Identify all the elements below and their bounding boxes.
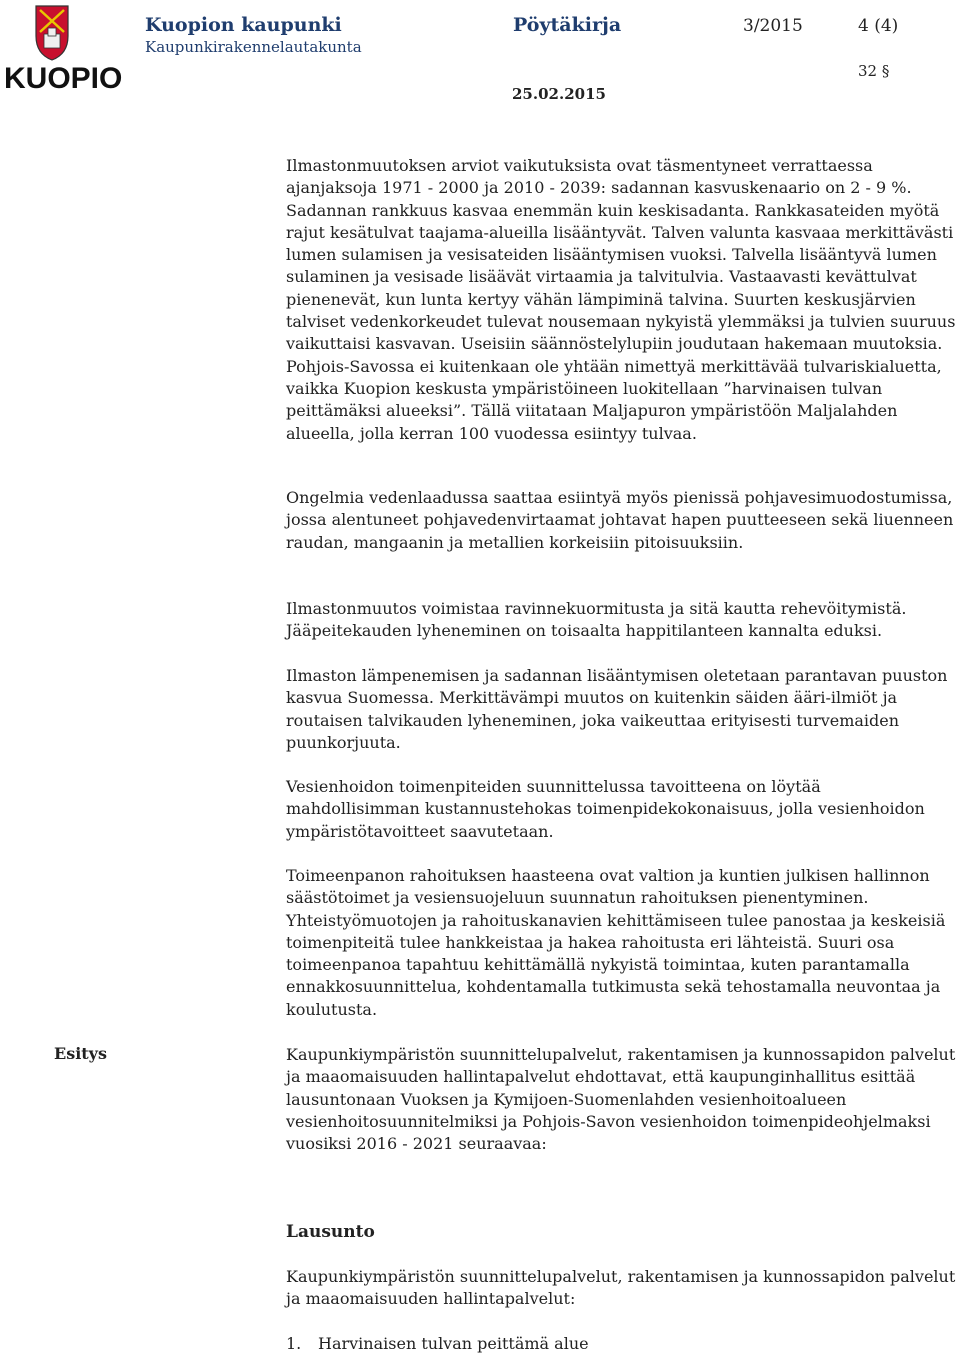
- lausunto-heading: Lausunto: [286, 1222, 375, 1242]
- document-type: Pöytäkirja: [513, 14, 622, 36]
- paragraph-water-quality: Ongelmia vedenlaadussa saattaa esiintyä myös pienissä pohjavesimuodostumissa, jossa alentuneet pohjavedenvirtaamat johtavat hapen puutteeseen sekä liuenneen raudan, mangaanin ja metallien korkeisiin pitoisuuksiin.: [286, 488, 954, 552]
- document-number: 3/2015: [743, 16, 803, 36]
- meeting-date: 25.02.2015: [512, 85, 606, 103]
- paragraph-eutrophication: Ilmastonmuutos voimistaa ravinnekuormitusta ja sitä kautta rehevöitymistä. Jääpeitekauden lyheneminen on toisaalta happitilanteen kannalta eduksi.: [286, 599, 907, 641]
- paragraph-funding: Toimeenpanon rahoituksen haasteena ovat valtion ja kuntien julkisen hallinnon säästötoimet ja vesiensuojeluun suunnatun rahoituksen pienentyminen. Yhteistyömuotojen ja rahoituskanavien kehittämiseen tulee panostaa ja keskeisiä toimenpiteitä tulee hankkeistaa ja hakea rahoitusta eri lähteistä. Suuri osa toimeenpanoa tapahtuu kehittämällä nykyistä toimintaa, kuten parantamalla ennakkosuunnittelua, kohdentamalla tutkimusta sekä tehostamalla neuvontaa ja koulutusta.: [286, 866, 946, 1019]
- paragraph-water-management-goals: Vesienhoidon toimenpiteiden suunnittelussa tavoitteena on löytää mahdollisimman kustannustehokas toimenpidekokonaisuus, jolla vesienhoidon ympäristötavoitteet saavutetaan.: [286, 777, 925, 841]
- paragraph-climate-change: Ilmastonmuutoksen arviot vaikutuksista ovat täsmentyneet verrattaessa ajanjaksoja 1971 - 2000 ja 2010 - 2039: sadannan kasvuskenaario on 2 - 9 %. Sadannan rankkuus kasvaa enemmän kuin keskisadanta. Rankkasateiden myötä rajut kesätulvat taajama-alueilla lisääntyvät. Talven valunta kasvaaa merkittävästi lumen sulamisen ja vesisateiden lisääntymisen vuoksi. Talvella lisääntyvä lumen sulaminen ja vesisade lisäävät virtaamia ja talvitulvia. Vastaavasti kevättulvat pienenevät, kun lunta kertyy vähän lämpiminä talvina. Suurten keskusjärvien talviset vedenkorkeudet tulevat nousemaan nykyistä ylemmäksi ja tulvien suuruus vaikuttaisi kasvavan. Useisiin säännöstelylupiin joudutaan hakemaan muutoksia. Pohjois-Savossa ei kuitenkaan ole yhtään nimettyä merkittävää tulvariskialuetta, vaikka Kuopion keskusta ympäristöineen luokitellaan ”harvinaisen tulvan peittämäksi alueeksi”. Tällä viitataan Maljapuron ympäristöön Maljalahden alueella, jolla kerran 100 vuodessa esiintyy tulvaa.: [286, 156, 956, 443]
- numbered-list: [286, 1333, 958, 1355]
- lausunto-intro: Kaupunkiympäristön suunnittelupalvelut, rakentamisen ja kunnossapidon palvelut ja maaomaisuuden hallintapalvelut:: [286, 1267, 956, 1309]
- esitys-label: Esitys: [54, 1044, 107, 1063]
- organization-name: Kuopion kaupunki: [145, 14, 342, 36]
- section-number: 32 §: [858, 62, 890, 80]
- paragraph-forestry: Ilmaston lämpenemisen ja sadannan lisääntymisen oletetaan parantavan puuston kasvua Suomessa. Merkittävämpi muutos on kuitenkin säiden ääri-ilmiöt ja routaisen talvikauden lyheneminen, joka vaikeuttaa erityisesti turvemaiden puunkorjuuta.: [286, 666, 948, 752]
- logo-wordmark: KUOPIO: [4, 62, 123, 95]
- list-item-number: 1.: [286, 1334, 302, 1353]
- board-name: Kaupunkirakennelautakunta: [145, 38, 362, 56]
- page-number: 4 (4): [858, 16, 899, 36]
- list-item: [286, 1333, 958, 1355]
- esitys-text: Kaupunkiympäristön suunnittelupalvelut, rakentamisen ja kunnossapidon palvelut ja maaomaisuuden hallintapalvelut ehdottavat, että kaupunginhallitus esittää lausuntonaan Vuoksen ja Kymijoen-Suomenlahden vesienhoitoalueen vesienhoitosuunnitelmiksi ja Pohjois-Savon vesienhoidon toimenpideohjelmaksi vuosiksi 2016 - 2021 seuraavaa:: [286, 1045, 956, 1154]
- list-item-text: Harvinaisen tulvan peittämä alue: [318, 1334, 589, 1353]
